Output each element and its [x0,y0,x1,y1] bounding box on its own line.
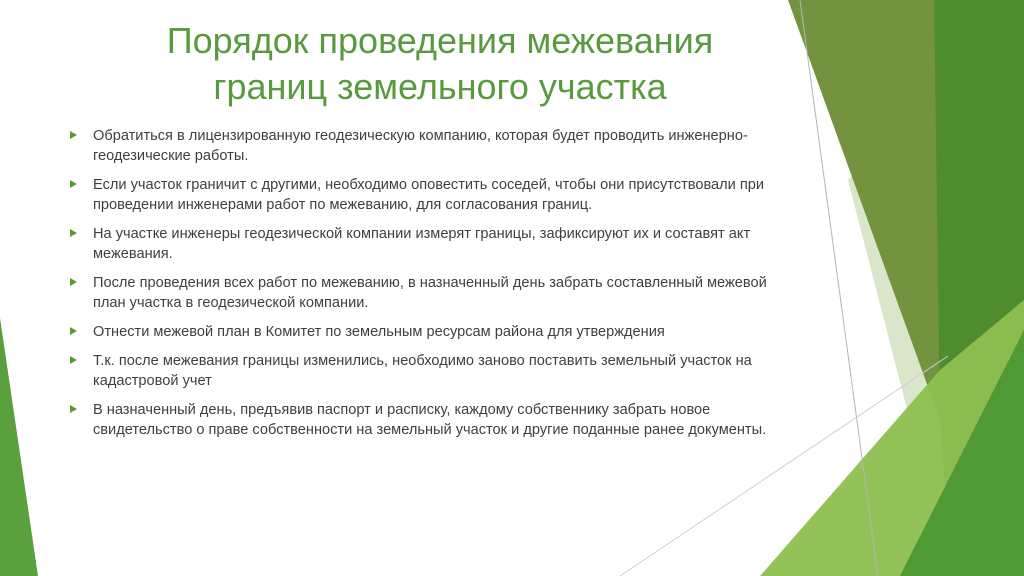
bullet-item-3 [70,224,780,264]
arrow-bullet-icon [70,356,77,364]
bullet-text: Т.к. после межевания границы изменились, необходимо заново поставить земельный участок на кадастровой учет [93,353,752,389]
bullet-item-1 [70,126,780,166]
bullet-text: Отнести межевой план в Комитет по земельным ресурсам района для утверждения [93,324,665,340]
arrow-bullet-icon [70,327,77,335]
title-line-1: Порядок проведения межевания [166,20,714,61]
bullet-list [70,126,780,449]
bullet-item-6 [70,351,780,391]
bullet-item-5 [70,322,780,342]
slide-title [110,18,770,110]
arrow-bullet-icon [70,278,77,286]
bullet-text: Если участок граничит с другими, необходимо оповестить соседей, чтобы они присутствовали при проведении инженерами работ по межеванию, для согласования границ. [93,177,765,213]
bullet-text: Обратиться в лицензированную геодезическую компанию, которая будет проводить инженерно-геодезические работы. [93,128,748,164]
bullet-text: В назначенный день, предъявив паспорт и расписку, каждому собственнику забрать новое свидетельство о праве собственности на земельный участок и другие поданные ранее документы. [93,402,767,438]
bullet-text: После проведения всех работ по межеванию, в назначенный день забрать составленный межевой план участка в геодезической компании. [93,275,767,311]
arrow-bullet-icon [70,405,77,413]
bullet-text: На участке инженеры геодезической компании измерят границы, зафиксируют их и составят акт межевания. [93,226,751,262]
arrow-bullet-icon [70,180,77,188]
arrow-bullet-icon [70,229,77,237]
arrow-bullet-icon [70,131,77,139]
bullet-item-4 [70,273,780,313]
title-line-2: границ земельного участка [213,66,667,107]
bullet-item-2 [70,175,780,215]
bullet-item-7 [70,400,780,440]
left-green-triangle [0,318,38,576]
